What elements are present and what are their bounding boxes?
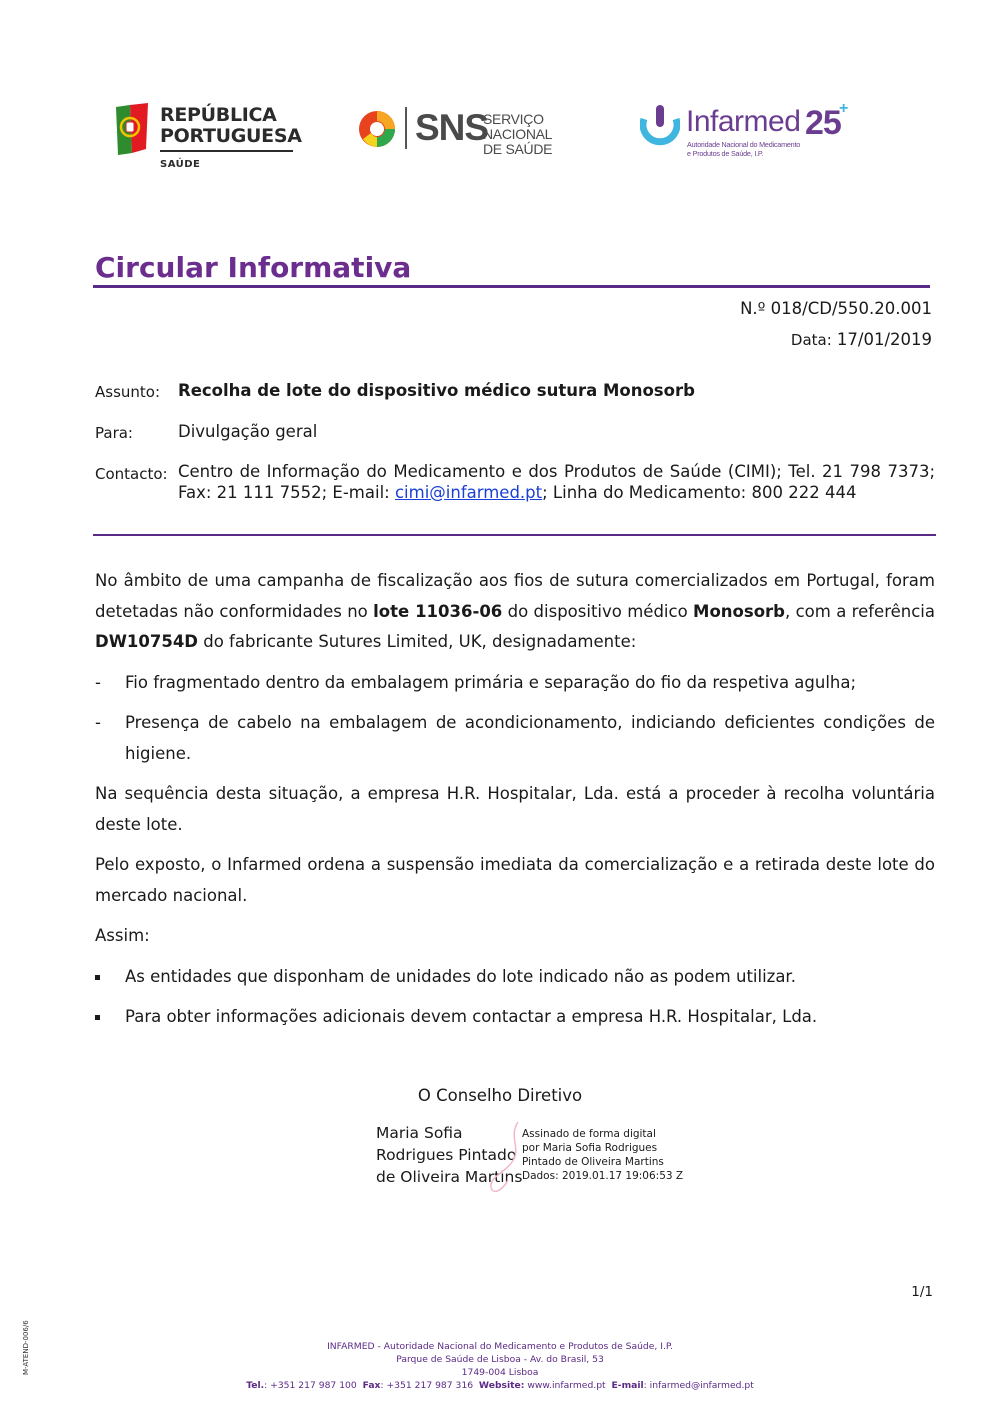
signatory-name-line-1: Maria Sofia (376, 1124, 463, 1142)
page-number: 1/1 (911, 1284, 933, 1300)
rp-subtitle: SAÚDE (160, 159, 201, 170)
list-item-text: Presença de cabelo na embalagem de acondicionamento, indiciando deficientes condições de higiene. (125, 713, 935, 763)
signature-meta-line: por Maria Sofia Rodrigues (522, 1142, 658, 1154)
infarmed-anniversary: 25 (805, 104, 841, 142)
intro-text: do dispositivo médico (502, 601, 694, 621)
intro-text: No âmbito de uma campanha de fiscalização aos fios de sutura comercializados em Portugal, foram detetadas não conformidades no (95, 571, 935, 621)
dash-bullet: - (95, 672, 101, 692)
footer-contacts (0, 1379, 1000, 1392)
conclusion-label: Assim: (95, 926, 150, 945)
footer-tel-label: Tel. (246, 1380, 265, 1391)
footer-fax-label: Fax (362, 1380, 381, 1391)
device-reference: DW10754D (95, 632, 198, 651)
list-item-text: Para obter informações adicionais devem contactar a empresa H.R. Hospitalar, Lda. (125, 1007, 818, 1026)
contact-text: Centro de Informação do Medicamento e dos Produtos de Saúde (CIMI); Tel. 21 798 7373; Fax: 21 111 7552; E-mail: (178, 462, 935, 502)
date-label: Data: (790, 331, 832, 349)
date-value: 17/01/2019 (836, 330, 932, 349)
portuguese-flag-emblem-icon (110, 103, 150, 155)
infarmed-tagline (687, 140, 800, 158)
signature-meta-line: Pintado de Oliveira Martins (522, 1156, 664, 1168)
footer-tel-value: : +351 217 987 100 (264, 1380, 357, 1391)
footer-email-link[interactable]: : infarmed@infarmed.pt (643, 1380, 754, 1391)
subject-value: Recolha de lote do dispositivo médico sutura Monosorb (178, 381, 695, 400)
republica-portuguesa-logo (110, 103, 300, 173)
recipient-label: Para: (95, 424, 133, 442)
footer-org-name: INFARMED - Autoridade Nacional do Medicamento e Produtos de Saúde, I.P. (327, 1341, 673, 1352)
reference-number: N.º 018/CD/550.20.001 (740, 299, 932, 318)
circular-body (95, 566, 935, 1043)
square-bullet-icon (95, 1015, 100, 1020)
sns-name-line-1: SERVIÇO NACIONAL (483, 111, 553, 142)
intro-paragraph (95, 566, 935, 658)
contact-value (178, 462, 935, 503)
sns-swirl-icon (357, 109, 397, 149)
sns-logo (357, 107, 592, 157)
subject-label: Assunto: (95, 383, 161, 401)
sns-acronym: SNS (415, 107, 489, 148)
footer-website-label: Website: (478, 1380, 525, 1391)
intro-text: do fabricante Sutures Limited, UK, designadamente: (198, 632, 637, 651)
list-item (95, 1002, 935, 1033)
device-name: Monosorb (693, 601, 785, 621)
infarmed-wordmark: Infarmed (686, 105, 801, 138)
infarmed-plus-mark: + (839, 100, 849, 117)
header-separator (93, 534, 936, 536)
rp-line-2: PORTUGUESA (160, 125, 302, 147)
list-item (95, 668, 935, 699)
footer-email-label: E-mail (611, 1380, 644, 1391)
signature-meta-line: Assinado de forma digital (522, 1128, 656, 1140)
signatory-name-line-3: de Oliveira Martins (376, 1168, 523, 1186)
digital-signature-details (522, 1127, 683, 1183)
list-item (95, 962, 935, 993)
suspension-paragraph: Pelo exposto, o Infarmed ordena a suspensão imediata da comercialização e a retirada deste lote do mercado nacional. (95, 855, 935, 905)
republica-portuguesa-name (160, 105, 302, 147)
date-row (791, 330, 932, 349)
footer-website-link[interactable]: www.infarmed.pt (524, 1380, 606, 1391)
recipient-value: Divulgação geral (178, 422, 318, 441)
infarmed-tagline-2: e Produtos de Saúde, I.P. (687, 149, 764, 158)
infarmed-drop-icon (640, 105, 680, 149)
signatory-name-line-2: Rodrigues Pintado (376, 1146, 517, 1164)
list-item-text: Fio fragmentado dentro da embalagem primária e separação do fio da respetiva agulha; (125, 672, 857, 692)
footer (0, 1340, 1000, 1392)
footer-fax-value: : +351 217 987 316 (380, 1380, 474, 1391)
recall-paragraph: Na sequência desta situação, a empresa H.R. Hospitalar, Lda. está a proceder à recolha voluntária deste lote. (95, 784, 935, 834)
rp-line-1: REPÚBLICA (160, 104, 277, 126)
signature-timestamp: Dados: 2019.01.17 19:06:53 Z (522, 1170, 684, 1182)
sns-full-name (483, 112, 592, 157)
title-underline (93, 285, 930, 288)
form-code: M-ATEND-006/6 (22, 1320, 30, 1375)
infarmed-tagline-1: Autoridade Nacional do Medicamento (687, 140, 801, 149)
board-signature-heading: O Conselho Diretivo (417, 1086, 583, 1105)
sns-name-line-2: DE SAÚDE (483, 141, 553, 157)
list-item (95, 708, 935, 769)
rp-divider (160, 150, 293, 152)
list-item-text: As entidades que disponham de unidades do lote indicado não as podem utilizar. (125, 966, 796, 986)
square-bullet-icon (95, 975, 100, 980)
infarmed-logo (640, 102, 855, 162)
signature-flourish-icon (478, 1118, 528, 1194)
footer-postal-code: 1749-004 Lisboa (461, 1367, 539, 1378)
contact-text-tail: ; Linha do Medicamento: 800 222 444 (542, 482, 857, 502)
document-title: Circular Informativa (95, 251, 412, 284)
contact-label: Contacto: (95, 465, 168, 483)
dash-bullet: - (95, 713, 101, 732)
intro-text: , com a referência (785, 601, 935, 621)
footer-address: Parque de Saúde de Lisboa - Av. do Brasil, 53 (396, 1354, 604, 1365)
contact-email-link[interactable]: cimi@infarmed.pt (394, 482, 543, 502)
lot-number: lote 11036-06 (373, 601, 503, 621)
sns-divider (405, 107, 407, 149)
